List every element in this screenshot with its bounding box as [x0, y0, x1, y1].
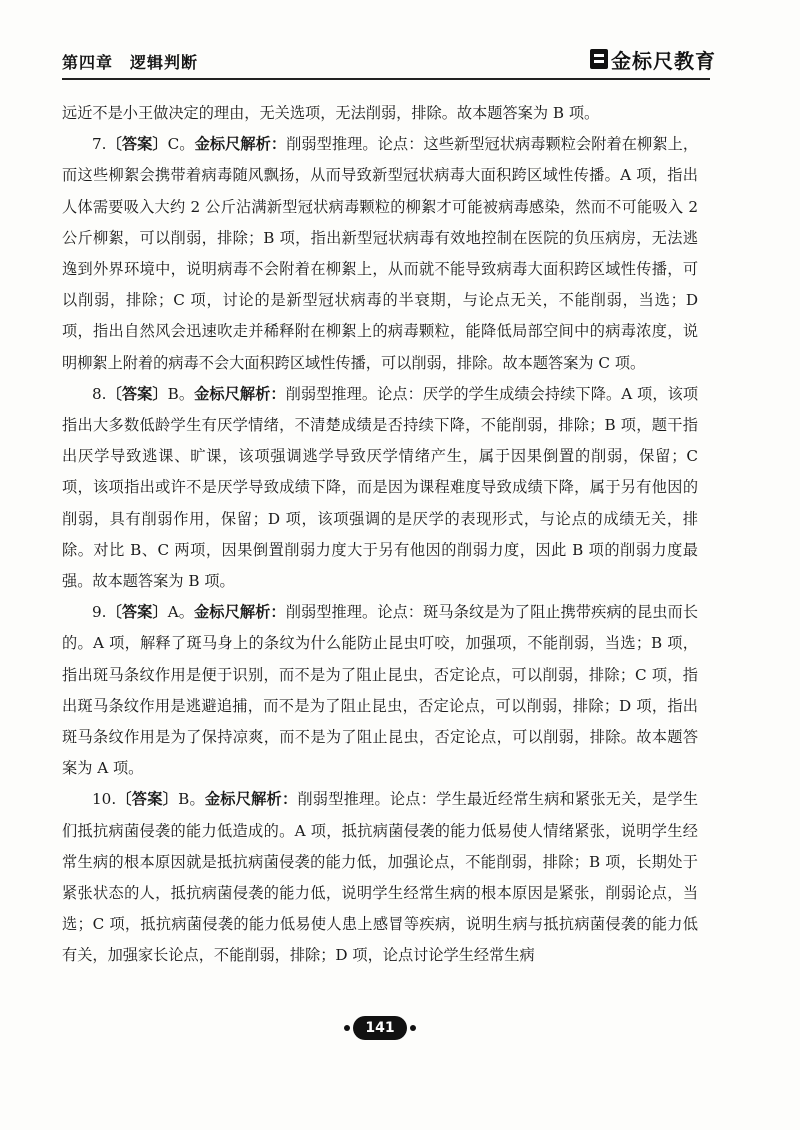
question-number: 9. [92, 603, 107, 622]
analysis-label: 金标尺解析： [194, 384, 286, 403]
page-number: 141 [353, 1016, 407, 1040]
question-number: 8. [92, 384, 107, 403]
brand-logo [590, 44, 716, 74]
answer-choice: A。 [167, 603, 195, 622]
book-icon [590, 49, 608, 69]
question-number: 7. [92, 135, 107, 154]
analysis-text: 削弱型推理。论点：厌学的学生成绩会持续下降。A 项，该项指出大多数低龄学生有厌学情绪，不清楚成绩是否持续下降，不能削弱，排除；B 项，题干指出厌学导致逃课、旷课，该项强调逃学导致厌学情绪产生，属于因果倒置的削弱，保留；C 项，该项指出或许不是厌学导致成绩下降，而是因为课程难度导致成绩下降，属于另有他因的削弱，具有削弱作用，保留；D 项，该项强调的是厌学的表现形式，与论点的成绩无关，排除。对比 B、C 两项，因果倒置削弱力度大于另有他因的削弱力度，因此 B 项的削弱力度最强。故本题答案为 B 项。 [62, 384, 699, 591]
page-body [62, 98, 698, 972]
chapter-title: 第四章 逻辑判断 [62, 53, 199, 72]
answer-label: 〔答案〕 [106, 384, 168, 403]
analysis-label: 金标尺解析： [194, 135, 287, 154]
analysis-text: 削弱型推理。论点：斑马条纹是为了阻止携带疾病的昆虫而长的。A 项，解释了斑马身上的条纹为什么能防止昆虫叮咬，加强项，不能削弱，当选；B 项，指出斑马条纹作用是便于识别，而不是为了阻止昆虫，否定论点，可以削弱，排除；C 项，指出斑马条纹作用是逃避追捕，而不是为了阻止昆虫，否定论点，可以削弱，排除；D 项，指出斑马条纹作用是为了保持凉爽，而不是为了阻止昆虫，否定论点，可以削弱，排除。故本题答案为 A 项。 [62, 603, 699, 778]
answer-paragraph-10 [62, 784, 698, 971]
answer-paragraph-7 [62, 129, 698, 379]
answer-choice: C。 [167, 135, 195, 154]
intro-paragraph: 远近不是小王做决定的理由，无关选项，无法削弱，排除。故本题答案为 B 项。 [62, 104, 600, 122]
question-number: 10. [92, 790, 117, 809]
answer-label: 〔答案〕 [106, 603, 168, 622]
analysis-label: 金标尺解析： [194, 603, 286, 622]
answer-choice: B。 [178, 790, 205, 809]
analysis-text: 削弱型推理。论点：这些新型冠状病毒颗粒会附着在柳絮上，而这些柳絮会携带着病毒随风飘扬，从而导致新型冠状病毒大面积跨区域性传播。A 项，指出人体需要吸入大约 2 公斤沾满新型冠状病毒颗粒的柳絮才可能被病毒感染，然而不可能吸入 2 公斤柳絮，可以削弱，排除；B 项，指出新型冠状病毒有效地控制在医院的负压病房，无法逃逸到外界环境中，说明病毒不会附着在柳絮上，从而就不能导致病毒大面积跨区域性传播，可以削弱，排除；C 项，讨论的是新型冠状病毒的半衰期，与论点无关，不能削弱，当选；D 项，指出自然风会迅速吹走并稀释附在柳絮上的病毒颗粒，能降低局部空间中的病毒浓度，说明柳絮上附着的病毒不会大面积跨区域性传播，可以削弱，排除。故本题答案为 C 项。 [62, 135, 699, 372]
answer-choice: B。 [167, 384, 195, 403]
answer-paragraph-8 [62, 379, 698, 597]
analysis-label: 金标尺解析： [204, 790, 298, 809]
answer-label: 〔答案〕 [116, 790, 179, 809]
brand-name: 金标尺教育 [611, 48, 716, 73]
analysis-text: 削弱型推理。论点：学生最近经常生病和紧张无关，是学生们抵抗病菌侵袭的能力低造成的。A 项，抵抗病菌侵袭的能力低易使人情绪紧张，说明学生经常生病的根本原因就是抵抗病菌侵袭的能力低，加强论点，不能削弱，排除；B 项，长期处于紧张状态的人，抵抗病菌侵袭的能力低，说明学生经常生病的根本原因是紧张，削弱论点，当选；C 项，抵抗病菌侵袭的能力低易使人患上感冒等疾病，说明生病与抵抗病菌侵袭的能力低有关，加强家长论点，不能削弱，排除；D 项，论点讨论学生经常生病 [62, 790, 699, 965]
page-header [62, 44, 716, 80]
answer-paragraph-9 [62, 597, 698, 784]
answer-label: 〔答案〕 [106, 135, 168, 154]
